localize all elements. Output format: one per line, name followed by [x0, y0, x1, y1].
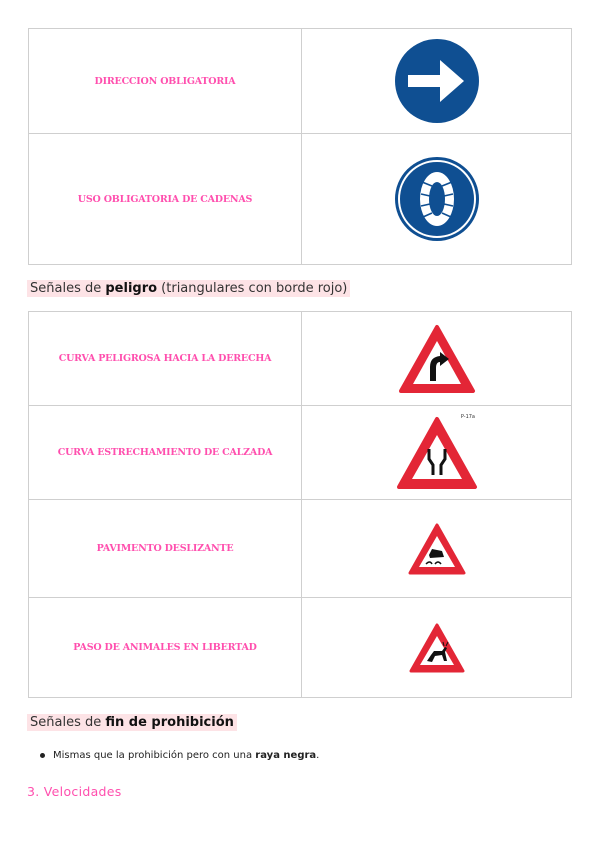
table-row [29, 406, 572, 500]
road-narrows-sign-icon [395, 415, 479, 491]
sign-code-text: P-17a [460, 414, 475, 420]
bullet-icon [40, 753, 45, 758]
table-row [29, 29, 572, 134]
sign-label: PASO DE ANIMALES EN LIBERTAD [29, 598, 302, 698]
sign-label: USO OBLIGATORIA DE CADENAS [29, 134, 302, 265]
sign-label: DIRECCION OBLIGATORIA [29, 29, 302, 134]
mandatory-direction-right-sign-icon [394, 38, 480, 124]
danger-signs-heading: Señales de peligro (triangulares con borde rojo) [27, 280, 350, 297]
table-row [29, 500, 572, 598]
table-row [29, 134, 572, 265]
end-of-prohibition-heading: Señales de fin de prohibición [27, 714, 237, 731]
wild-animals-crossing-sign-icon [407, 621, 467, 675]
sign-label: PAVIMENTO DESLIZANTE [29, 500, 302, 598]
dangerous-curve-right-sign-icon [397, 323, 477, 395]
danger-signs-table [28, 311, 572, 698]
sign-label: CURVA PELIGROSA HACIA LA DERECHA [29, 312, 302, 406]
slippery-road-sign-icon [406, 521, 468, 577]
mandatory-signs-table [28, 28, 572, 265]
section-title: 3. Velocidades [27, 784, 122, 799]
mandatory-snow-chains-sign-icon [394, 156, 480, 242]
list-item: Mismas que la prohibición pero con una raya negra. [40, 750, 319, 761]
table-row [29, 598, 572, 698]
table-row [29, 312, 572, 406]
sign-label: CURVA ESTRECHAMIENTO DE CALZADA [29, 406, 302, 500]
